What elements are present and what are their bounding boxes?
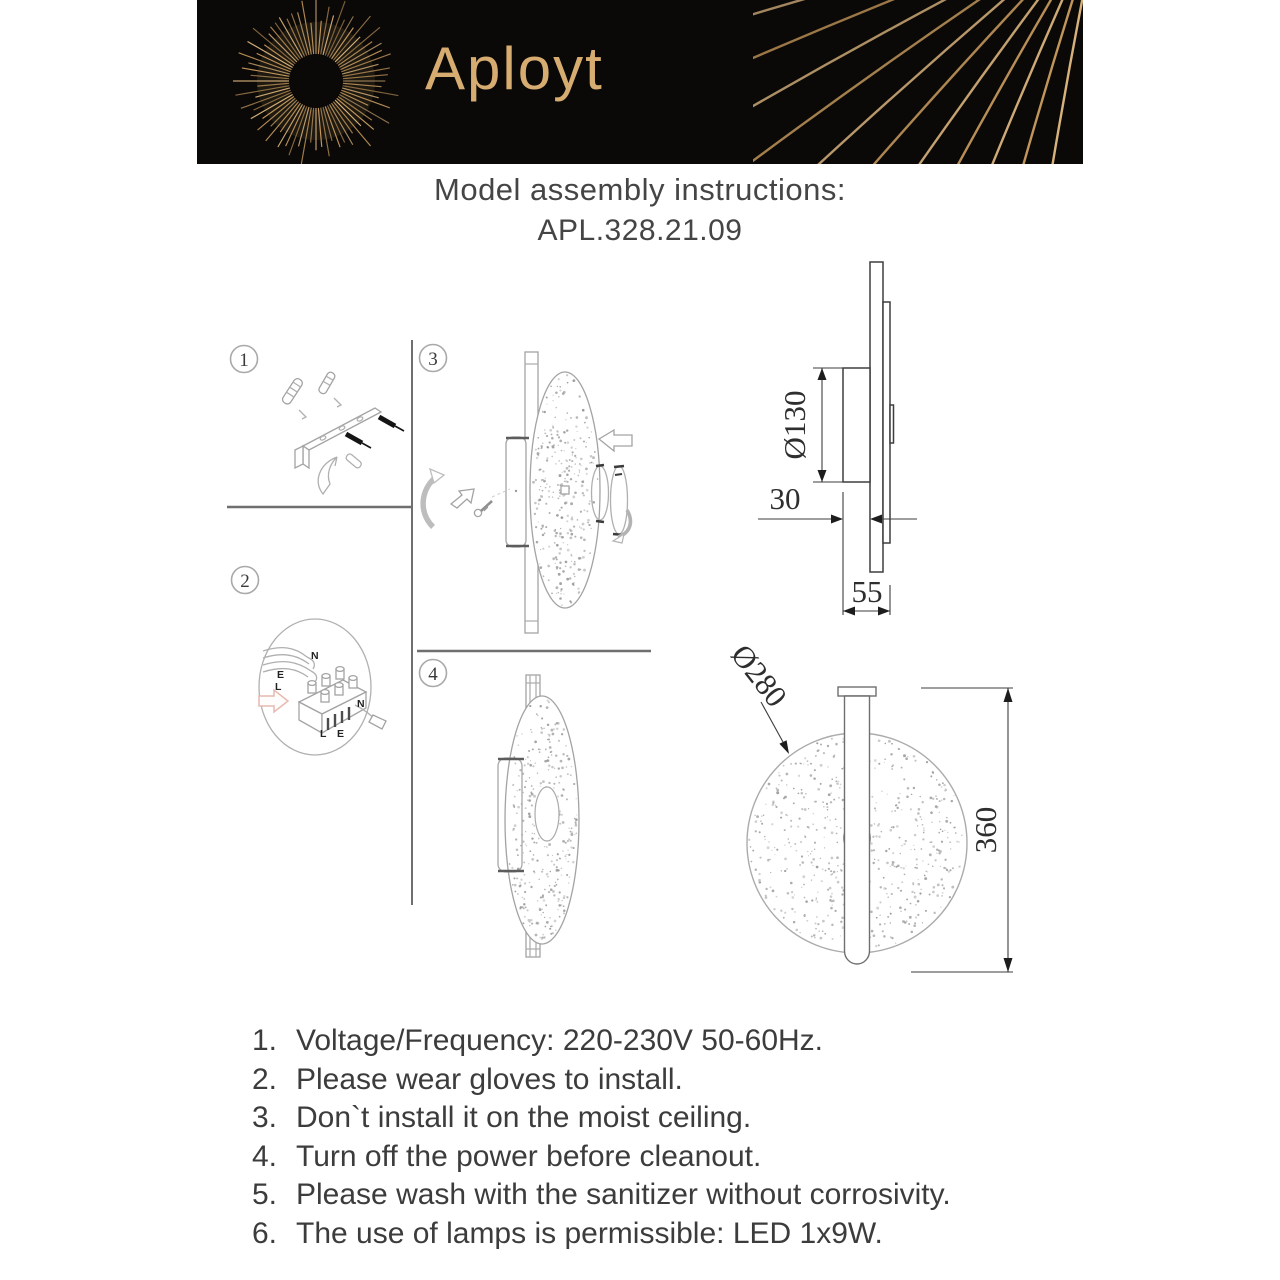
- item-text: Please wash with the sanitizer without corrosivity.: [296, 1178, 951, 1212]
- step-1-badge: [231, 346, 258, 373]
- dimension-canopy-diameter: Ø130: [777, 390, 812, 460]
- terminal-label-e: E: [337, 728, 345, 740]
- item-number: 4.: [252, 1139, 278, 1173]
- step-2-number: 2: [240, 571, 250, 592]
- sunburst-logo-icon: [223, 0, 413, 164]
- step-3-badge: [420, 345, 447, 372]
- item-text: Turn off the power before cleanout.: [296, 1139, 762, 1173]
- front-dimension-view: [724, 638, 1013, 972]
- item-text: Don`t install it on the moist ceiling.: [296, 1101, 752, 1135]
- list-item: [252, 1022, 1082, 1061]
- list-item: [252, 1176, 1082, 1215]
- list-item: [252, 1138, 1082, 1177]
- wire-label-e: E: [277, 669, 285, 681]
- terminal-label-n: N: [357, 698, 365, 710]
- step-4-badge: [420, 660, 447, 687]
- list-item: [252, 1099, 1082, 1138]
- step-2-badge: [232, 567, 259, 594]
- item-number: 3.: [252, 1101, 278, 1135]
- step-2-wiring-diagram: [259, 619, 386, 755]
- wire-label-l: L: [275, 681, 282, 693]
- title-block: [197, 172, 1083, 248]
- dimension-total-depth: 55: [851, 574, 883, 609]
- insert-arrow-icon: [259, 690, 288, 712]
- item-number: 5.: [252, 1178, 278, 1212]
- step-3-number: 3: [428, 349, 438, 370]
- item-number: 2.: [252, 1062, 278, 1096]
- page-title: Model assembly instructions:: [434, 172, 846, 207]
- brand-header: [197, 0, 1083, 164]
- item-text: Voltage/Frequency: 220-230V 50-60Hz.: [296, 1024, 824, 1057]
- dimension-total-height: 360: [968, 806, 1003, 854]
- item-number: 6.: [252, 1216, 278, 1250]
- safety-instructions-list: [252, 1022, 1082, 1254]
- wire-label-n: N: [311, 650, 319, 662]
- model-code: APL.328.21.09: [537, 214, 743, 247]
- item-text: The use of lamps is permissible: LED 1x9W.: [296, 1216, 883, 1250]
- list-item: [252, 1215, 1082, 1254]
- step-4-number: 4: [428, 664, 438, 685]
- step-1-number: 1: [239, 350, 249, 371]
- side-dimension-view: [758, 262, 917, 616]
- dimension-shade-diameter: Ø280: [724, 637, 795, 714]
- terminal-label-l: L: [320, 728, 327, 740]
- corner-rays-icon: [753, 0, 1083, 164]
- step-3-diagram: [423, 352, 632, 633]
- item-text: Please wear gloves to install.: [296, 1062, 683, 1096]
- brand-name: Aployt: [425, 35, 604, 102]
- assembly-diagrams: [195, 250, 1085, 1020]
- dimension-wall-offset: 30: [769, 481, 801, 516]
- step-1-diagram: [281, 371, 404, 494]
- list-item: [252, 1061, 1082, 1100]
- step-4-diagram: [498, 675, 579, 957]
- item-number: 1.: [252, 1024, 278, 1057]
